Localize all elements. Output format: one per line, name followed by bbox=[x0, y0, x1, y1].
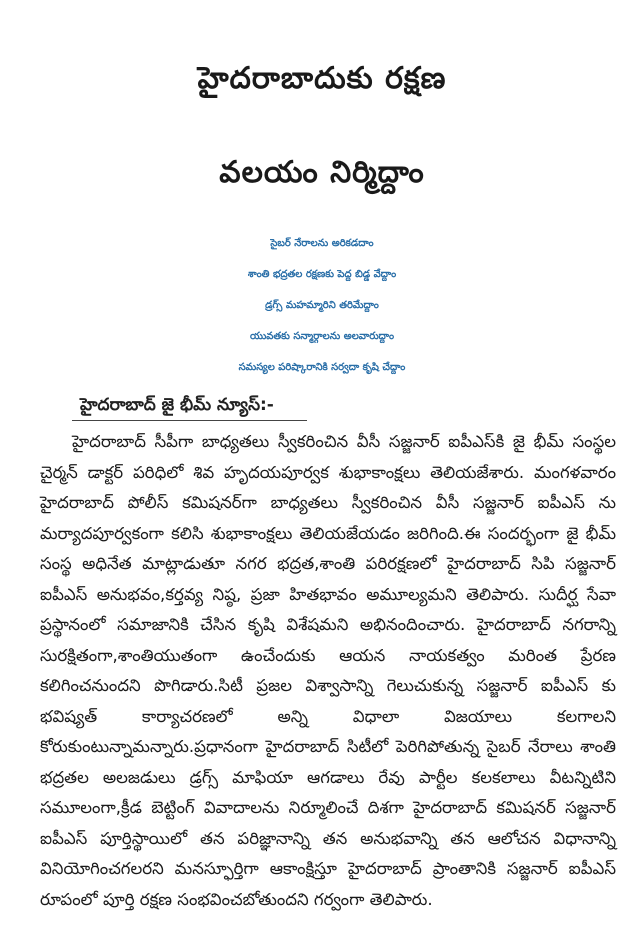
subheading: యువతకు సన్మార్గాలను అలవారుద్దాం bbox=[249, 331, 395, 342]
headline-line-1: హైదరాబాదుకు రక్షణ bbox=[197, 61, 447, 96]
subheading: సైబర్ నేరాలను అరికడదాం bbox=[270, 238, 374, 249]
subheadings bbox=[0, 228, 644, 383]
subheading: సమస్యల పరిష్కారానికి సర్వదా కృషి చేద్దాం bbox=[238, 362, 406, 373]
dateline-underline bbox=[72, 420, 307, 421]
subheading: డ్రగ్స్ మహమ్మారిని తరిమేద్దాం bbox=[265, 300, 379, 311]
subheading: శాంతి భద్రతల రక్షణకు పెద్ద బిడ్డ వేద్దాం bbox=[247, 269, 397, 280]
article-body: హైదరాబాద్ సీపీగా బాధ్యతలు స్వీకరించిన వీసీ సజ్జనార్ ఐపీఎస్‌కి జై భీమ్ సంస్థల చైర్మన్ డాక్టర్ పరిధిలో శివ హృదయపూర్వక శుభాకాంక్షలు తెలియజేశారు. మంగళవారం హైదరాబాద్ పోలీస్ కమిషనర్‌గా బాధ్యతలు స్వీకరించిన వీసీ సజ్జనార్ ఐపీఎస్ ను మర్యాదపూర్వకంగా కలిసి శుభాకాంక్షలు తెలియజేయడం జరిగింది.ఈ సందర్భంగా జై భీమ్ సంస్థ అధినేత మాట్లాడుతూ నగర భద్రత,శాంతి పరిరక్షణలో హైదరాబాద్ సిపి సజ్జనార్ ఐపీఎస్ అనుభవం,కర్తవ్య నిష్ఠ, ప్రజా హితభావం అమూల్యమని తెలిపారు. సుదీర్ఘ సేవా ప్రస్థానంలో సమాజానికి చేసిన కృషి విశేషమని అభినందించారు. హైదరాబాద్ నగరాన్ని సురక్షితంగా,శాంతియుతంగా ఉంచేందుకు ఆయన నాయకత్వం మరింత ప్రేరణ కలిగించనుందని పొగిడారు.సిటీ ప్రజల విశ్వాసాన్ని గెలుచుకున్న సజ్జనార్ ఐపీఎస్ కు భవిష్యత్ కార్యాచరణలో అన్ని విధాలా విజయాలు కలగాలని కోరుకుంటున్నామన్నారు.ప్రధానంగా హైదరాబాద్ సిటీలో పెరిగిపోతున్న సైబర్ నేరాలు శాంతి భద్రతల అలజడులు డ్రగ్స్ మాఫియా ఆగడాలు రేవు పార్టీల కలకలాలు వీటన్నిటిని సమూలంగా,క్రీడ బెట్టింగ్ వివాదాలను నిర్మూలించే దిశగా హైదరాబాద్ కమిషనర్ సజ్జనార్ ఐపీఎస్ పూర్తిస్థాయిలో తన పరిజ్ఞానాన్ని తన అనుభవాన్ని తన ఆలోచన విధానాన్ని వినియోగించగలరని మనస్ఫూర్తిగా ఆకాంక్షిస్తూ హైదరాబాద్ ప్రాంతానికి సజ్జనార్ ఐపీఎస్ రూపంలో పూర్తి రక్షణ సంభవించబోతుందని గర్వంగా తెలిపారు. bbox=[40, 432, 616, 909]
dateline: హైదరాబాద్ జై భీమ్ న్యూస్:- bbox=[80, 395, 274, 415]
headline-line-2: వలయం నిర్మిద్దాం bbox=[219, 155, 425, 190]
